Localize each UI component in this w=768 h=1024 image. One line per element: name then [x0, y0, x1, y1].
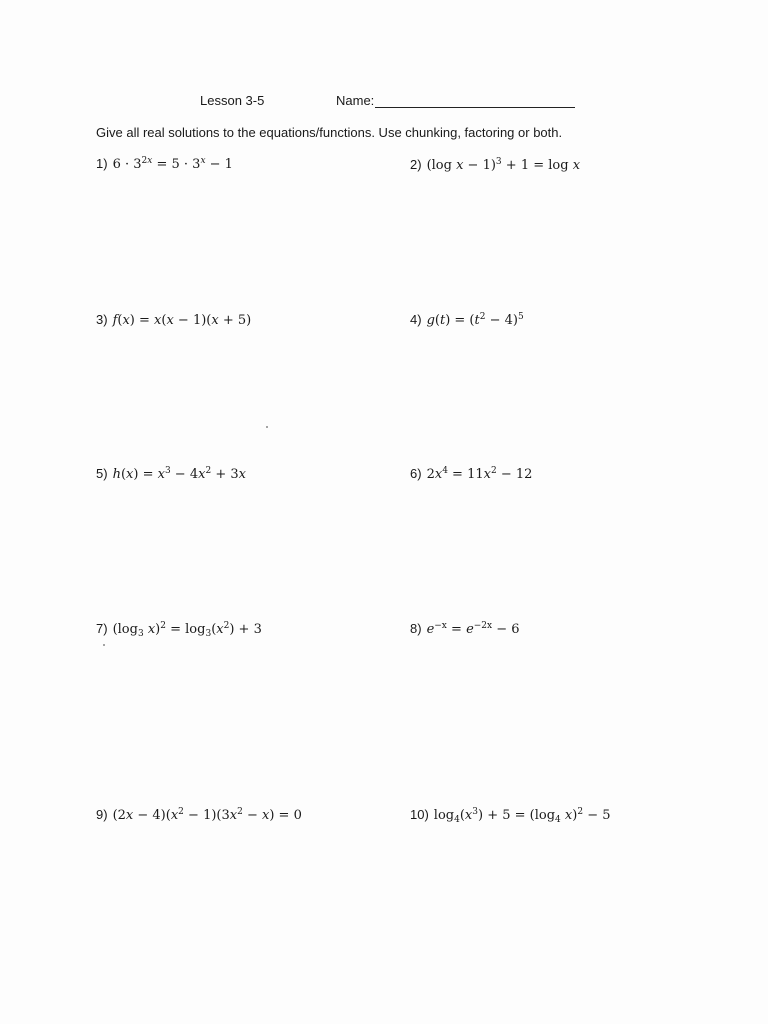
math-term: ( — [434, 313, 440, 328]
math-variable: x — [166, 313, 174, 328]
name-label: Name: — [336, 93, 375, 108]
math-term: = 5 · 3 — [152, 157, 201, 172]
math-subscript: 3 — [205, 629, 212, 639]
scan-speck — [266, 426, 268, 428]
math-term: 6 · 3 — [112, 157, 142, 172]
math-variable: x — [211, 313, 219, 328]
math-function-name: g — [426, 313, 435, 328]
math-term: (log — [112, 622, 138, 637]
math-variable: x — [122, 313, 130, 328]
math-term: ) + 5 = (log — [478, 808, 556, 823]
math-variable: x — [125, 808, 134, 823]
math-term: ) = ( — [445, 313, 475, 328]
math-exponent: 2 — [205, 466, 212, 476]
math-variable: x — [198, 467, 206, 482]
math-exponent: 5 — [517, 312, 524, 322]
math-term: ) = — [129, 313, 155, 328]
math-term: + 5) — [218, 313, 252, 328]
problem-number: 6) — [410, 466, 422, 481]
math-variable: x — [229, 808, 238, 823]
math-variable: x — [147, 156, 153, 166]
problem-7 — [96, 621, 262, 637]
name-field — [336, 93, 575, 108]
math-exponent: 3 — [164, 466, 171, 476]
math-term: − 6 — [492, 622, 520, 637]
math-variable: x — [147, 622, 156, 637]
math-term: − 1)( — [173, 313, 212, 328]
math-term: ) = 0 — [269, 808, 302, 823]
math-term: − 1) — [463, 158, 496, 173]
math-term: − 1)(3 — [183, 808, 230, 823]
problem-number: 1) — [96, 156, 108, 171]
lesson-label: Lesson 3-5 — [200, 93, 265, 108]
math-term: ( — [120, 467, 127, 482]
math-variable: x — [456, 158, 464, 173]
math-exponent — [142, 156, 153, 166]
problem-number: 8) — [410, 621, 422, 636]
scan-speck — [103, 644, 105, 646]
math-exponent: 3 — [472, 807, 478, 817]
math-subscript: 3 — [137, 629, 144, 639]
math-variable: x — [126, 467, 134, 482]
math-variable: x — [434, 467, 443, 482]
problem-number: 5) — [96, 466, 108, 481]
math-variable: e — [466, 622, 474, 637]
math-term: ( — [161, 313, 167, 328]
problem-1 — [96, 156, 233, 172]
problem-number: 7) — [96, 621, 108, 636]
math-function-name: f — [112, 313, 118, 328]
math-variable: x — [157, 467, 165, 482]
math-variable: x — [216, 622, 224, 637]
problem-4 — [410, 312, 524, 328]
math-term: log — [433, 808, 455, 823]
math-exponent: 2 — [178, 807, 184, 817]
math-exponent: 2 — [160, 621, 166, 631]
math-exponent: 4 — [442, 466, 448, 476]
problem-number: 10) — [410, 807, 429, 822]
math-variable: x — [483, 467, 491, 482]
math-term: ) = — [133, 467, 158, 482]
math-term: − 4) — [485, 313, 518, 328]
math-term: − 12 — [496, 467, 533, 482]
math-variable: x — [564, 808, 573, 823]
math-term: − 4)( — [133, 808, 171, 823]
math-exponent: 2 — [490, 466, 497, 476]
math-term: ( — [117, 313, 123, 328]
problem-2 — [410, 157, 580, 173]
math-variable: x — [262, 808, 270, 823]
math-term: ( — [211, 622, 217, 637]
math-exponent: 2 — [237, 807, 243, 817]
problem-9 — [96, 807, 302, 823]
problem-10 — [410, 807, 611, 823]
math-term: ) + 3 — [229, 622, 262, 637]
name-blank-line — [375, 95, 575, 108]
math-term: = 11 — [447, 467, 484, 482]
math-term: (2 — [112, 808, 126, 823]
math-subscript: 4 — [454, 815, 460, 825]
math-term: 2 — [141, 156, 148, 166]
math-exponent: 3 — [495, 157, 502, 167]
problem-number: 9) — [96, 807, 108, 822]
math-term: − 4 — [170, 467, 199, 482]
math-exponent: 2 — [479, 312, 486, 322]
math-variable: x — [572, 158, 581, 173]
math-term: = log — [165, 622, 206, 637]
math-variable: x — [464, 808, 473, 823]
problem-3 — [96, 312, 251, 328]
math-term: ( — [459, 808, 465, 823]
math-term: ) — [155, 622, 161, 637]
math-term: + 1 = log — [501, 158, 573, 173]
math-exponent: 2 — [223, 621, 230, 631]
math-term: − 1 — [205, 157, 233, 172]
math-term: (log — [426, 158, 457, 173]
problem-6 — [410, 466, 532, 482]
math-variable: t — [439, 313, 446, 328]
math-variable: x — [154, 313, 162, 328]
math-exponent: 2 — [577, 807, 584, 817]
math-term: − — [242, 808, 262, 823]
math-variable: x — [200, 156, 206, 166]
math-variable: e — [426, 622, 435, 637]
math-term: − 5 — [583, 808, 611, 823]
math-exponent: −2x — [473, 621, 493, 631]
problem-number: 2) — [410, 157, 422, 172]
math-term: 2 — [426, 467, 435, 482]
math-term: = — [446, 622, 467, 637]
instructions-text: Give all real solutions to the equations/functions. Use chunking, factoring or both. — [96, 125, 563, 140]
math-variable: x — [238, 467, 246, 482]
math-term: + 3 — [211, 467, 239, 482]
math-term: ) — [572, 808, 578, 823]
problem-number: 3) — [96, 312, 108, 327]
math-variable: x — [170, 808, 179, 823]
math-variable: t — [474, 313, 480, 328]
math-subscript: 4 — [555, 815, 561, 825]
problem-5 — [96, 466, 246, 482]
math-exponent: −x — [434, 621, 447, 631]
problem-8 — [410, 621, 520, 637]
math-function-name: h — [112, 467, 121, 482]
problem-number: 4) — [410, 312, 422, 327]
